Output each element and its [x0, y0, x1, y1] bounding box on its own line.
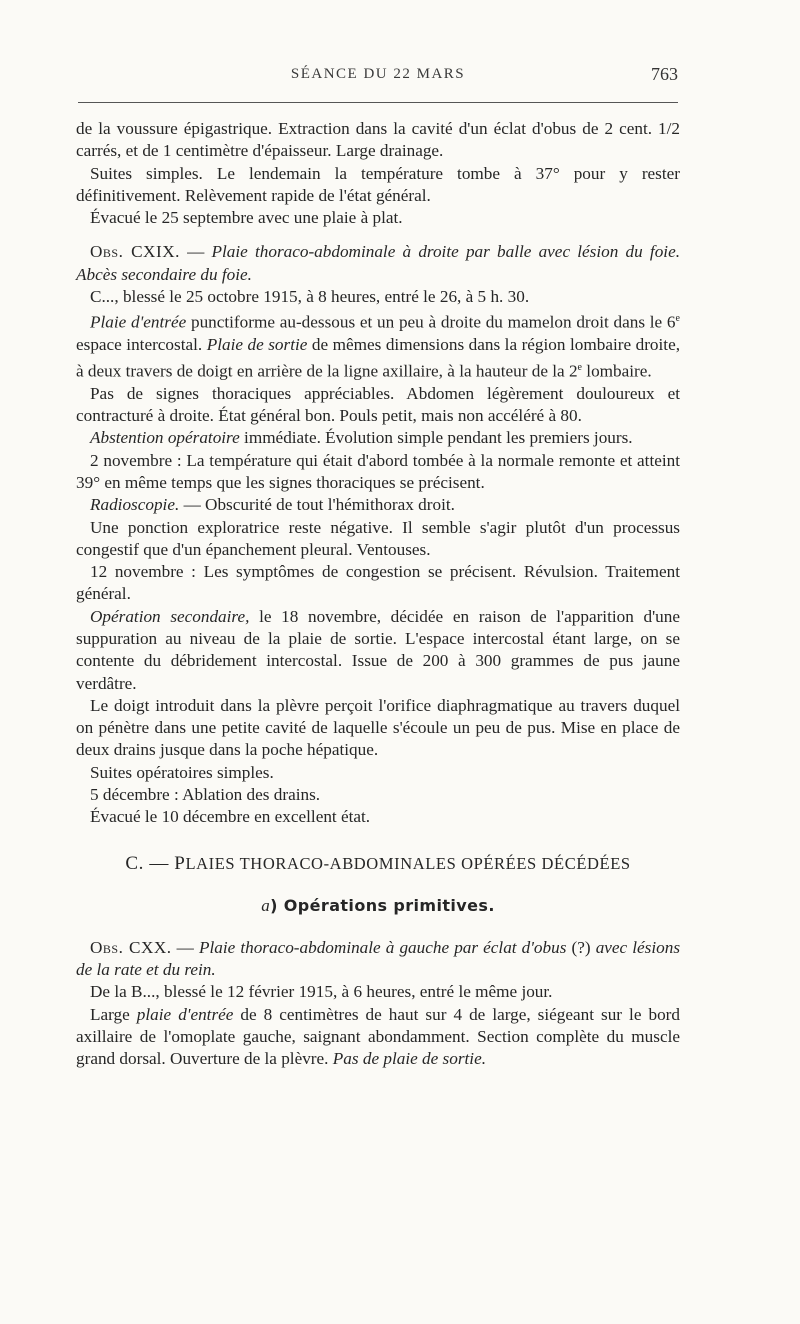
- paragraph: Évacué le 10 décembre en excellent état.: [90, 807, 371, 827]
- paragraph: Évacué le 25 septembre avec une plaie à plat.: [90, 208, 403, 228]
- observation-label: Obs. CXIX.: [90, 242, 180, 262]
- observation-label: Obs. CXX.: [90, 937, 172, 957]
- paragraph: Opération secondaire, le 18 novembre, décidée en raison de l'apparition d'une suppuration au niveau de la plaie de sortie. L'espace intercostal étant large, on se contente du débridement intercostal. Issue de 200 à 300 grammes de pus jaune verdâtre.: [76, 606, 680, 693]
- paragraph: Une ponction exploratrice reste négative. Il semble s'agir plutôt d'un processus congestif que d'un épanchement pleural. Ventouses.: [76, 517, 680, 559]
- observation-heading: Obs. CXX. — Plaie thoraco-abdominale à gauche par éclat d'obus (?) avec lésions de la rate et du rein.: [76, 937, 681, 979]
- section-heading: C. — PLAIES THORACO-ABDOMINALES OPÉRÉES DÉCÉDÉES: [125, 852, 631, 874]
- running-title: SÉANCE DU 22 MARS: [290, 66, 466, 82]
- paragraph: Abstention opératoire immédiate. Évolution simple pendant les premiers jours.: [90, 428, 633, 448]
- paragraph: De la B..., blessé le 12 février 1915, à 6 heures, entré le même jour.: [90, 982, 553, 1002]
- page-header: [78, 62, 678, 92]
- paragraph: Large plaie d'entrée de 8 centimètres de haut sur 4 de large, siégeant sur le bord axillaire de l'omoplate gauche, saignant abondamment. Section complète du muscle grand dorsal. Ouverture de la plèvre. Pas de plaie de sortie.: [76, 1004, 680, 1069]
- observation-heading: Obs. CXIX. — Plaie thoraco-abdominale à droite par balle avec lésion du foie. Abcès secondaire du foie.: [76, 242, 680, 284]
- paragraph: Radioscopie. — Obscurité de tout l'hémithorax droit.: [90, 495, 455, 515]
- observation-title: Plaie thoraco-abdominale à droite par balle avec lésion du foie. Abcès secondaire du foie.: [76, 242, 680, 284]
- paragraph: C..., blessé le 25 octobre 1915, à 8 heures, entré le 26, à 5 h. 30.: [90, 287, 530, 307]
- paragraph: de la voussure épigastrique. Extraction dans la cavité d'un éclat d'obus de 2 cent. 1/2 carrés, et de 1 centimètre d'épaisseur. Large drainage.: [76, 119, 680, 161]
- paragraph: 2 novembre : La température qui était d'abord tombée à la normale remonte et atteint 39° en même temps que les signes thoraciques se précisent.: [76, 450, 680, 492]
- paragraph: Suites opératoires simples.: [90, 762, 274, 782]
- subsection-heading: a) Opérations primitives.: [261, 895, 495, 915]
- paragraph: Suites simples. Le lendemain la température tombe à 37° pour y rester définitivement. Relèvement rapide de l'état général.: [76, 163, 680, 205]
- observation-title: Plaie thoraco-abdominale à gauche par éclat d'obus: [198, 937, 567, 957]
- paragraph: 5 décembre : Ablation des drains.: [90, 785, 321, 805]
- paragraph: Pas de signes thoraciques appréciables. Abdomen légèrement douloureux et contracturé à droite. État général bon. Pouls petit, mais non accéléré à 80.: [76, 383, 680, 426]
- page-body: [76, 118, 680, 1070]
- page-number: 763: [651, 64, 678, 84]
- paragraph: 12 novembre : Les symptômes de congestion se précisent. Révulsion. Traitement général.: [76, 562, 680, 604]
- paragraph: Le doigt introduit dans la plèvre perçoit l'orifice diaphragmatique au travers duquel on pénètre dans une petite cavité de laquelle s'écoule un peu de pus. Mise en place de deux drains jusque dans la poche hépatique.: [76, 695, 680, 760]
- paragraph: Plaie d'entrée punctiforme au-dessous et un peu à droite du mamelon droit dans le 6e espace intercostal. Plaie de sortie de mêmes dimensions dans la région lombaire droite, à deux travers de doigt en arrière de la ligne axillaire, à la hauteur de la 2e lombaire.: [76, 313, 680, 381]
- header-rule: [78, 102, 678, 103]
